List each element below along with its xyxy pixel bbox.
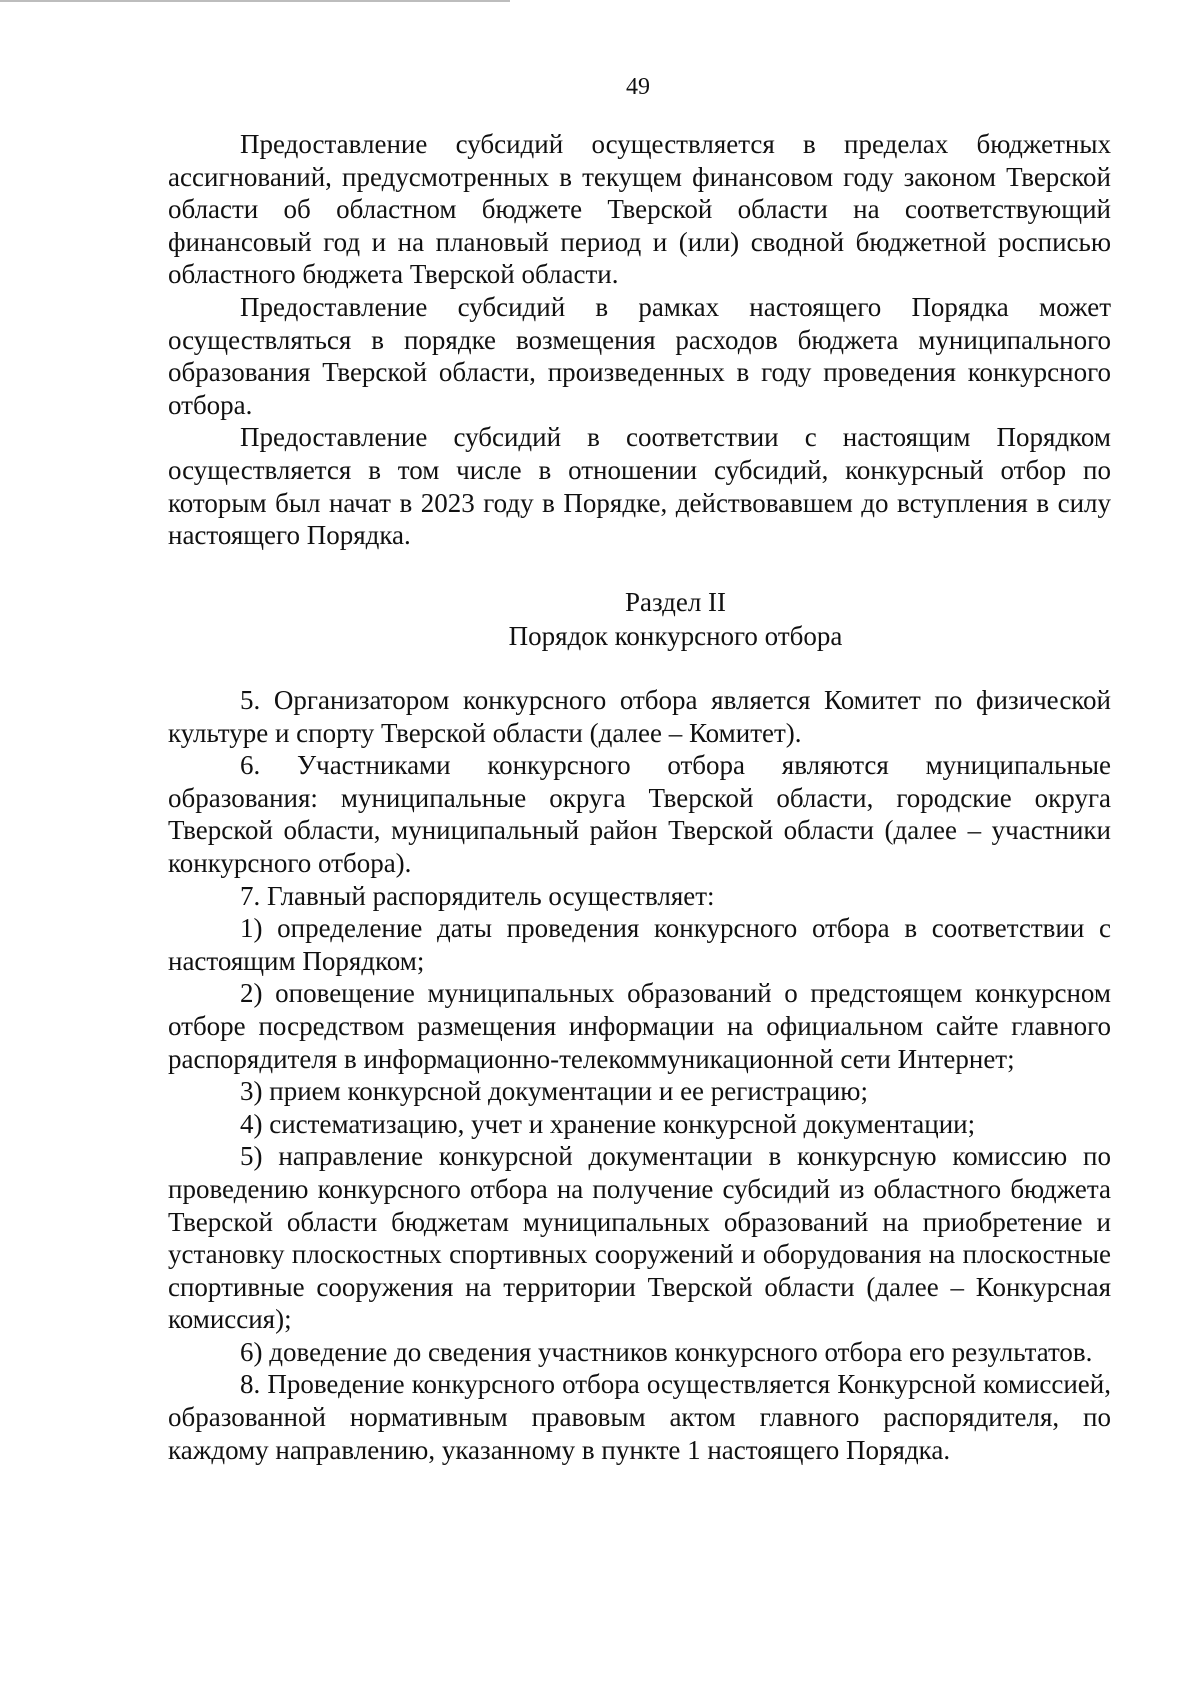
- item-6-paragraph: 6. Участниками конкурсного отбора являются муниципальные образования: муниципальные округа Тверской области, городские округа Тверской области, муниципальный район Тверской области (далее – участники конкурсного отбора).: [168, 750, 1111, 878]
- section-text: [168, 684, 1111, 1466]
- item-7-2-paragraph: 2) оповещение муниципальных образований о предстоящем конкурсном отборе посредством размещения информации на официальном сайте главного распорядителя в информационно-телекоммуникационной сети Интернет;: [168, 978, 1111, 1074]
- item-7-1-paragraph: 1) определение даты проведения конкурсного отбора в соответствии с настоящим Порядком;: [168, 913, 1111, 976]
- item-7-5-paragraph: 5) направление конкурсной документации в конкурсную комиссию по проведению конкурсного отбора на получение субсидий из областного бюджета Тверской области бюджетам муниципальных образований на приобретение и установку плоскостных спортивных сооружений и оборудования на плоскостные спортивные сооружения на территории Тверской области (далее – Конкурсная комиссия);: [168, 1141, 1111, 1335]
- intro-text: [168, 128, 1111, 552]
- item-7-paragraph: 7. Главный распорядитель осуществляет:: [240, 880, 715, 911]
- intro-paragraph-2: Предоставление субсидий в рамках настоящего Порядка может осуществляться в порядке возмещения расходов бюджета муниципального образования Тверской области, произведенных в году проведения конкурсного отбора.: [168, 291, 1111, 420]
- item-7-6-paragraph: 6) доведение до сведения участников конкурсного отбора его результатов.: [240, 1336, 1093, 1367]
- intro-paragraph-1: Предоставление субсидий осуществляется в пределах бюджетных ассигнований, предусмотренных в текущем финансовом году законом Тверской области об областном бюджете Тверской области на соответствующий финансовый год и на плановый период и (или) сводной бюджетной росписью областного бюджета Тверской области.: [168, 129, 1111, 290]
- section-number: Раздел II: [624, 587, 727, 617]
- scan-edge-line: [0, 0, 510, 2]
- item-7-3-paragraph: 3) прием конкурсной документации и ее регистрацию;: [240, 1076, 868, 1107]
- item-5-paragraph: 5. Организатором конкурсного отбора является Комитет по физической культуре и спорту Тверской области (далее – Комитет).: [168, 685, 1111, 748]
- page-number: 49: [626, 74, 650, 100]
- item-8-paragraph: 8. Проведение конкурсного отбора осуществляется Конкурсной комиссией, образованной нормативным правовым актом главного распорядителя, по каждому направлению, указанному в пункте 1 настоящего Порядка.: [168, 1369, 1111, 1465]
- intro-paragraph-3: Предоставление субсидий в соответствии с настоящим Порядком осуществляется в том числе в отношении субсидий, конкурсный отбор по которым был начат в 2023 году в Порядке, действовавшем до вступления в силу настоящего Порядка.: [168, 422, 1111, 551]
- section-title: Порядок конкурсного отбора: [508, 621, 843, 651]
- item-7-4-paragraph: 4) систематизацию, учет и хранение конкурсной документации;: [240, 1108, 976, 1139]
- section-heading: [168, 585, 1111, 653]
